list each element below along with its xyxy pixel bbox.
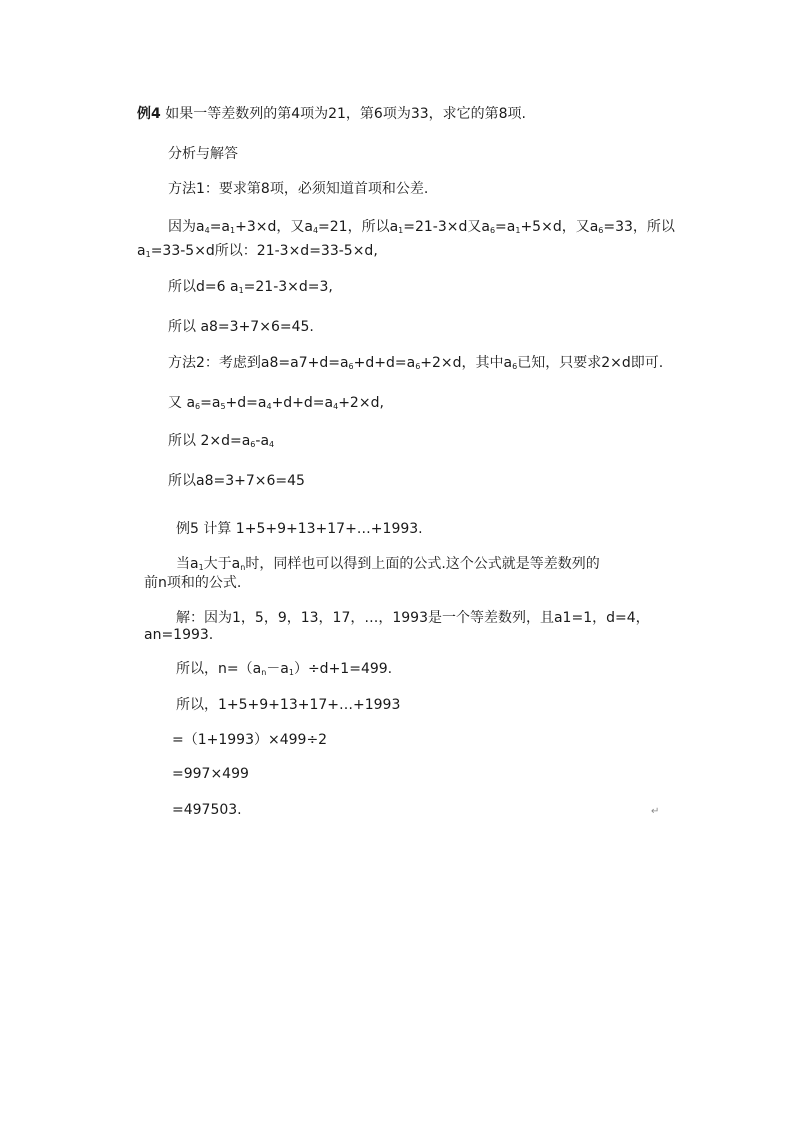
example5-solution-line1: 解：因为1，5，9，13，17，…，1993是一个等差数列，且a1=1，d=4， xyxy=(176,610,650,626)
example4-label: 例4 xyxy=(137,106,161,122)
example5-step5: =497503. xyxy=(172,802,242,818)
method2-line4: 所以a8=3+7×6=45 xyxy=(168,473,305,489)
example5-title: 例5 计算 1+5+9+13+17+…+1993. xyxy=(176,521,423,537)
analysis-heading: 分析与解答 xyxy=(168,146,238,162)
method2-line3: 所以 $2\times d=a_6-a_4$ xyxy=(168,433,275,449)
method1-line4: 所以 a8=3+7×6=45. xyxy=(168,319,314,335)
example5-step3: =（1+1993）×499÷2 xyxy=(172,732,328,748)
example5-solution-line2: an=1993. xyxy=(144,627,214,643)
method1-intro: 方法1：要求第8项，必须知道首项和公差. xyxy=(168,181,429,197)
paragraph-return-mark: ↵ xyxy=(651,806,660,817)
method1-line3: 所以d=6 $a_1=21-3\times d=3$, xyxy=(168,279,333,295)
method2-line1: 方法2：考虑到$a8=a7+d=a_6+d+d=a_6+2\times d$，其中$a_6$已知，只要求2×d即可. xyxy=(168,355,664,371)
example4-question: 如果一等差数列的第4项为21，第6项为33，求它的第8项. xyxy=(165,106,527,122)
example5-step4: =997×499 xyxy=(172,766,249,782)
example4-heading xyxy=(137,105,526,123)
example5-step2: 所以，1+5+9+13+17+…+1993 xyxy=(176,697,401,713)
example5-note-line2: 前n项和的公式. xyxy=(144,575,242,591)
method2-line2: 又 $a_6=a_5+d=a_4+d+d=a_4+2\times d$, xyxy=(168,395,384,411)
example5-step1: 所以，$n=(a_n-a_1)\div d+1=499$. xyxy=(176,661,393,677)
method1-line2: $a_1=33-5\times d$所以：21-3×d=33-5×d, xyxy=(137,243,378,259)
method1-line1: 因为$a_4=a_1+3\times d$，又$a_4=21$，所以$a_1=21-3\times d$又$a_6=a_1+5\times d$，又$a_6=33$，所以 xyxy=(168,219,675,235)
example5-note-line1: 当$a_1$大于$a_n$时，同样也可以得到上面的公式.这个公式就是等差数列的 xyxy=(176,556,600,572)
